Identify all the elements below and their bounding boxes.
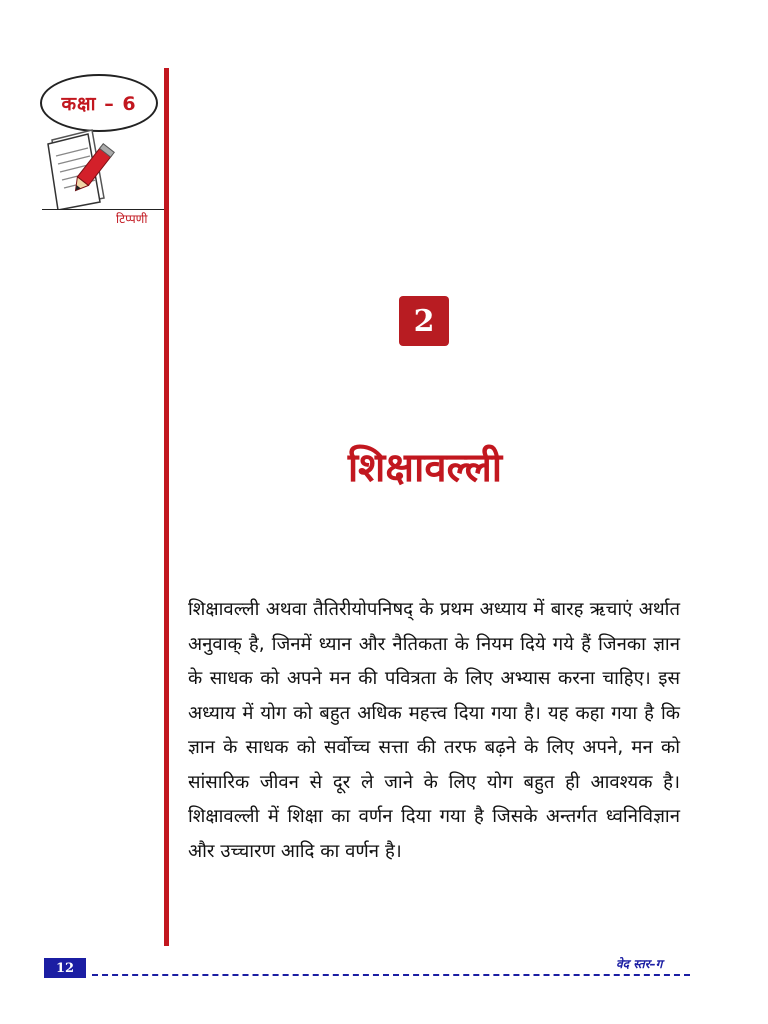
class-badge	[40, 74, 158, 132]
notes-pencil-icon	[44, 126, 116, 210]
notes-label: टिप्पणी	[116, 212, 148, 226]
footer-book-title: वेद स्तर–ग	[616, 957, 663, 971]
class-label: कक्षा – 6	[61, 93, 137, 115]
footer-dashed-rule	[92, 974, 690, 976]
chapter-title: शिक्षावल्ली	[347, 445, 503, 491]
page-number: 12	[44, 958, 86, 978]
body-paragraph: शिक्षावल्ली अथवा तैतिरीयोपनिषद् के प्रथम अध्याय में बारह ऋचाएं अर्थात अनुवाक् है, जिनमें ध्यान और नैतिकता के नियम दिये गये हैं जिनका ज्ञान के साधक को अपने मन की पवित्रता के लिए अभ्यास करना चाहिए। इस अध्याय में योग को बहुत अधिक महत्त्व दिया गया है। यह कहा गया है कि ज्ञान के साधक को सर्वोच्च सत्ता की तरफ बढ़ने के लिए अपने, मन को सांसारिक जीवन से दूर ले जाने के लिए योग बहुत ही आवश्यक है। शिक्षावल्ली में शिक्षा का वर्णन दिया गया है जिसके अन्तर्गत ध्वनिविज्ञान और उच्चारण आदि का वर्णन है।	[188, 599, 680, 862]
chapter-number-badge: 2	[399, 296, 449, 346]
margin-rule	[164, 68, 169, 946]
